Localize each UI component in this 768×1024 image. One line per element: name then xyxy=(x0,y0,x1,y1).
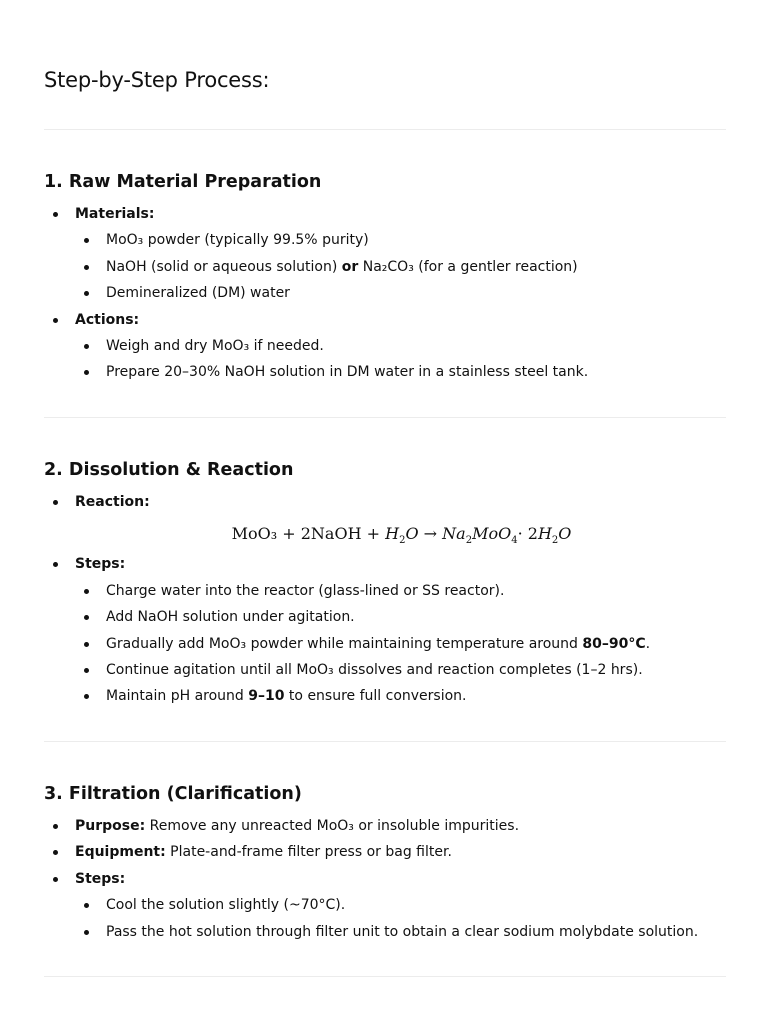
list-item xyxy=(75,631,734,657)
list-item: Continue agitation until all MoO₃ dissolves and reaction completes (1–2 hrs). xyxy=(75,657,734,683)
steps-list xyxy=(75,578,734,710)
section-raw-material-preparation xyxy=(44,169,734,386)
section-dissolution-reaction xyxy=(44,457,734,710)
section-list xyxy=(44,813,734,945)
equation-symbol: MoO xyxy=(472,524,512,544)
purpose-text: Remove any unreacted MoO₃ or insoluble impurities. xyxy=(145,818,520,834)
equipment-label: Equipment: xyxy=(75,844,166,861)
item-text: to ensure full conversion. xyxy=(284,688,467,705)
equation-arrow: → xyxy=(418,524,443,544)
equation-symbol: O xyxy=(558,524,572,544)
list-item: Cool the solution slightly (~70°C). xyxy=(75,892,734,918)
section-heading: 3. Filtration (Clarification) xyxy=(44,784,302,804)
ph-emphasis: 9–10 xyxy=(248,688,285,705)
actions-label: Actions: xyxy=(75,311,140,328)
list-item: Charge water into the reactor (glass-lined or SS reactor). xyxy=(75,578,734,604)
divider xyxy=(44,417,726,418)
section-list xyxy=(44,489,734,710)
item-text: Gradually add MoO₃ powder while maintaining temperature around xyxy=(106,635,583,652)
temperature-emphasis: 80–90°C xyxy=(582,635,646,652)
equation-dot: · 2 xyxy=(517,524,538,544)
purpose-label: Purpose: xyxy=(75,818,146,834)
materials-label: Materials: xyxy=(75,206,155,222)
divider xyxy=(44,129,726,130)
equation-subscript: 2 xyxy=(465,535,473,547)
equation-symbol: O xyxy=(405,524,419,544)
list-item xyxy=(75,254,734,280)
steps-label: Steps: xyxy=(75,556,126,573)
equation-subscript: 2 xyxy=(399,535,406,547)
item-text: NaOH (solid or aqueous solution) xyxy=(106,258,342,275)
equation-symbol: H xyxy=(537,524,552,544)
list-item xyxy=(44,551,734,709)
item-text: Na₂CO₃ (for a gentler reaction) xyxy=(358,258,578,275)
steps-label: Steps: xyxy=(75,870,126,887)
section-list xyxy=(44,201,734,386)
page-title: Step-by-Step Process: xyxy=(44,68,270,92)
list-item xyxy=(44,839,734,865)
actions-list xyxy=(75,333,734,386)
equation-symbol: Na xyxy=(442,524,466,544)
equation-reactants: MoO₃ + 2NaOH + xyxy=(231,524,386,544)
materials-list xyxy=(75,227,734,306)
steps-list xyxy=(75,892,734,945)
reaction-label: Reaction: xyxy=(75,494,150,510)
equation-subscript: 2 xyxy=(551,535,559,547)
list-item xyxy=(75,683,734,709)
list-item xyxy=(44,813,734,839)
or-emphasis: or xyxy=(341,258,359,275)
item-text: . xyxy=(645,635,651,652)
list-item: Prepare 20–30% NaOH solution in DM water in a stainless steel tank. xyxy=(75,359,734,385)
list-item xyxy=(44,307,734,386)
list-item: MoO₃ powder (typically 99.5% purity) xyxy=(75,227,734,253)
list-item: Weigh and dry MoO₃ if needed. xyxy=(75,333,734,359)
list-item: Add NaOH solution under agitation. xyxy=(75,604,734,630)
section-heading: 2. Dissolution & Reaction xyxy=(44,460,294,480)
item-text: Maintain pH around xyxy=(106,688,249,705)
list-item: Pass the hot solution through filter unit to obtain a clear sodium molybdate solution. xyxy=(75,919,734,945)
list-item xyxy=(44,201,734,307)
equipment-text: Plate-and-frame filter press or bag filter. xyxy=(165,844,452,861)
list-item xyxy=(44,866,734,945)
list-item: Demineralized (DM) water xyxy=(75,280,734,306)
divider xyxy=(44,741,726,742)
equation-symbol: H xyxy=(385,524,400,544)
divider xyxy=(44,976,726,977)
section-filtration xyxy=(44,781,734,945)
reaction-equation xyxy=(75,520,734,548)
equation-subscript: 4 xyxy=(511,535,518,547)
list-item xyxy=(44,489,734,548)
section-heading: 1. Raw Material Preparation xyxy=(44,172,322,192)
